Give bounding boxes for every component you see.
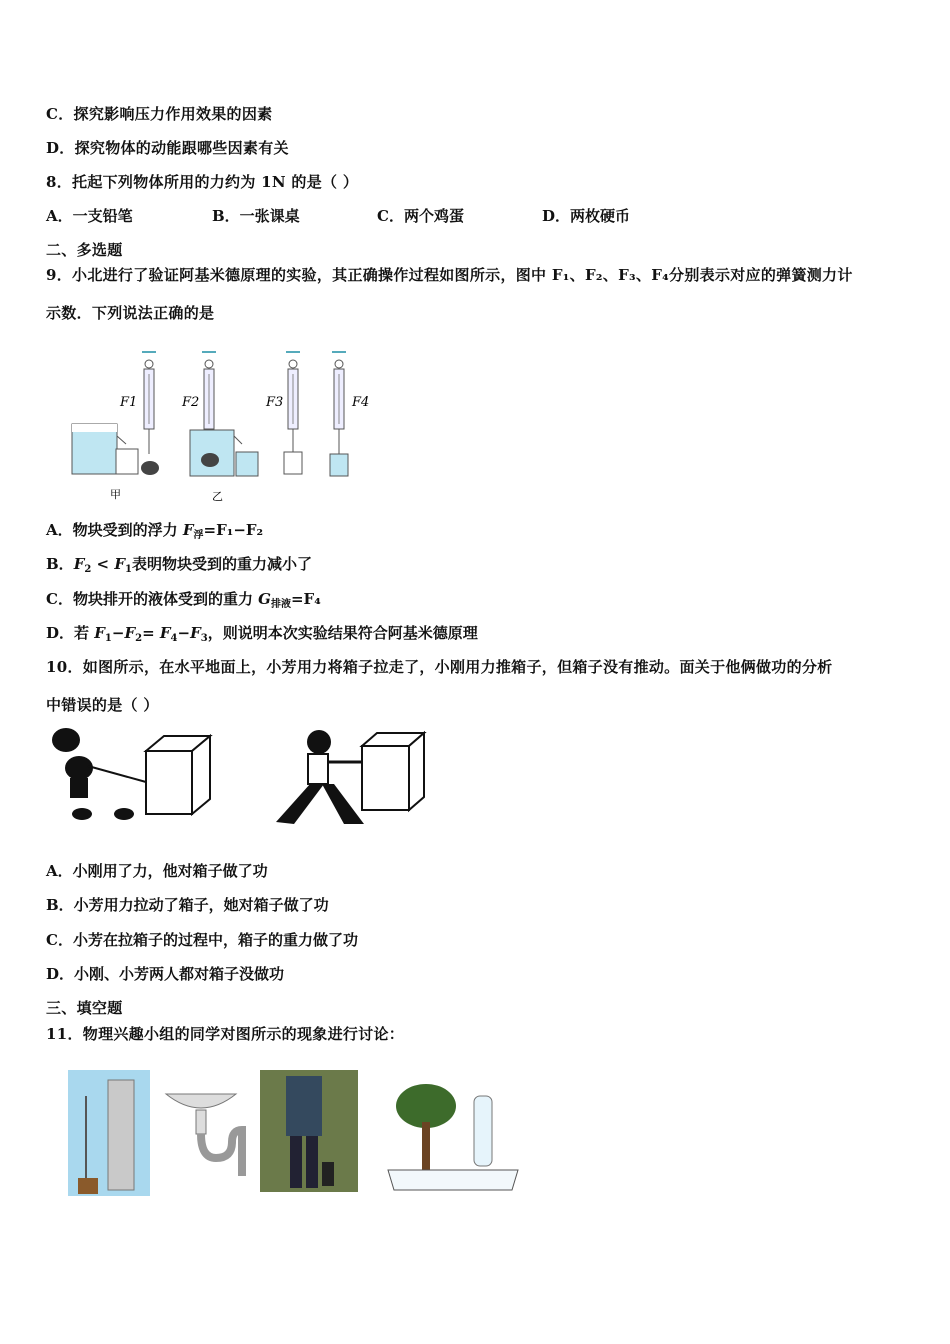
box-right	[362, 733, 424, 810]
sink-trap-illustration	[166, 1094, 242, 1176]
option-c-prev: C．探究影响压力作用效果的因素	[46, 105, 273, 123]
section-multi-choice: 二、多选题	[46, 241, 123, 259]
q8-option-b: B．一张课桌	[212, 207, 300, 225]
question-10-line1: 10．如图所示，在水平地面上，小芳用力将箱子拉走了，小刚用力推箱子，但箱子没有推动。面关于他俩做功的分析	[46, 658, 833, 676]
spring-scale-3	[284, 352, 302, 474]
option-d-prev: D．探究物体的动能跟哪些因素有关	[46, 139, 289, 157]
q10-option-d: D．小刚、小芳两人都对箱子没做功	[46, 965, 285, 983]
spring-scale-4	[330, 352, 348, 476]
q9-option-b: B．$F_2 < F_1$表明物块受到的重力减小了	[46, 555, 312, 575]
caption-jia: 甲	[110, 488, 121, 501]
question-8: 8．托起下列物体所用的力约为 1N 的是（ ）	[46, 173, 359, 191]
overflow-cup-a	[72, 424, 159, 475]
section-fill-blank: 三、填空题	[46, 999, 123, 1017]
box-left	[146, 736, 210, 814]
phenomena-figures	[66, 1066, 526, 1200]
label-f2: F2	[182, 395, 200, 410]
q9-option-a: A．物块受到的浮力 $F_浮=F_1-F_2$	[46, 521, 264, 541]
caption-yi: 乙	[212, 490, 223, 503]
girl-pulling-box	[52, 728, 146, 820]
label-f3: F3	[266, 395, 284, 410]
question-9-line1: 9．小北进行了验证阿基米德原理的实验，其正确操作过程如图所示，图中 F₁、F₂、F₃、F₄分别表示对应的弹簧测力计	[46, 266, 853, 284]
question-9-line2: 示数．下列说法正确的是	[46, 304, 215, 322]
question-11: 11．物理兴趣小组的同学对图所示的现象进行讨论：	[46, 1025, 405, 1043]
q9-option-c: C．物块排开的液体受到的重力 $G_{排液}=F_4$	[46, 590, 321, 610]
q10-option-c: C．小芳在拉箱子的过程中，箱子的重力做了功	[46, 931, 358, 949]
q9-option-d: D．若 $F_1-F_2= F_4-F_3$，则说明本次实验结果符合阿基米德原理	[46, 624, 478, 644]
water-pump-illustration	[68, 1070, 150, 1196]
q10-option-a: A．小刚用了力，他对箱子做了功	[46, 862, 268, 880]
spring-scale-1	[142, 352, 156, 454]
label-f1: F1	[120, 395, 138, 410]
push-pull-box-figure	[44, 726, 454, 830]
q8-option-a: A．一支铅笔	[46, 207, 133, 225]
q8-option-d: D．两枚硬币	[542, 207, 631, 225]
q10-option-b: B．小芳用力拉动了箱子，她对箱子做了功	[46, 896, 329, 914]
plant-watering-illustration	[388, 1084, 518, 1190]
archimedes-experiment-figure	[64, 344, 374, 504]
shovel-photo	[260, 1070, 358, 1192]
question-10-line2: 中错误的是（ ）	[46, 696, 159, 714]
label-f4: F4	[352, 395, 370, 410]
q8-option-c: C．两个鸡蛋	[377, 207, 464, 225]
boy-pushing-box	[276, 730, 364, 824]
overflow-cup-b	[190, 430, 258, 476]
